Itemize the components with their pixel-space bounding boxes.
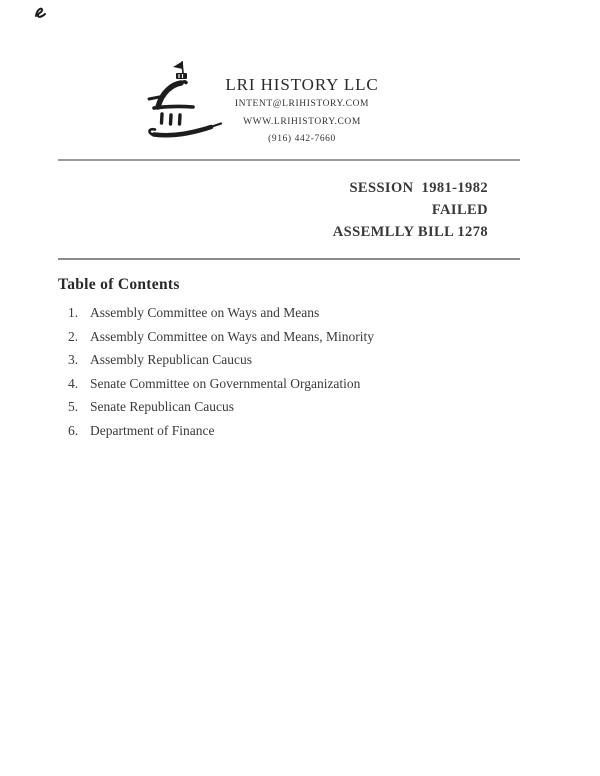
bill-line: ASSEMLLY BILL 1278 bbox=[332, 223, 488, 240]
toc-entry-label: Department of Finance bbox=[90, 422, 215, 438]
horizontal-rule-top bbox=[58, 159, 520, 161]
horizontal-rule-bottom bbox=[58, 258, 520, 260]
letterhead bbox=[190, 75, 414, 148]
toc-entry-label: Assembly Committee on Ways and Means, Minority bbox=[90, 328, 375, 344]
org-email: INTENT@LRIHISTORY.COM bbox=[234, 99, 370, 109]
toc-entry bbox=[68, 348, 374, 372]
toc-entry-number: 3. bbox=[68, 352, 79, 367]
toc-title: Table of Contents bbox=[58, 276, 180, 293]
toc-entry-number: 6. bbox=[68, 422, 79, 438]
toc-entry bbox=[68, 372, 374, 396]
toc-entry-number: 4. bbox=[68, 375, 79, 391]
org-name: LRI HISTORY LLC bbox=[225, 75, 379, 94]
toc-entry bbox=[68, 301, 374, 325]
toc-entry-number: 5. bbox=[68, 399, 79, 414]
toc-entry-number: 2. bbox=[68, 328, 79, 344]
org-website: WWW.LRIHISTORY.COM bbox=[243, 116, 361, 127]
toc-entry-label: Senate Republican Caucus bbox=[90, 399, 234, 414]
toc-entry-label: Senate Committee on Governmental Organization bbox=[90, 375, 361, 391]
toc-entry-label: Assembly Republican Caucus bbox=[90, 352, 252, 367]
toc-list bbox=[68, 301, 374, 442]
toc-entry bbox=[68, 325, 374, 349]
ink-scribble-icon bbox=[33, 5, 49, 20]
toc-entry-label: Assembly Committee on Ways and Means bbox=[90, 305, 320, 320]
session-line: SESSION 1981-1982 bbox=[349, 180, 488, 196]
status-line: FAILED bbox=[431, 201, 488, 218]
toc-entry bbox=[68, 419, 374, 443]
case-info bbox=[333, 178, 488, 243]
toc-entry-number: 1. bbox=[68, 305, 79, 320]
toc-entry bbox=[68, 395, 374, 419]
org-phone: (916) 442-7660 bbox=[268, 134, 336, 144]
